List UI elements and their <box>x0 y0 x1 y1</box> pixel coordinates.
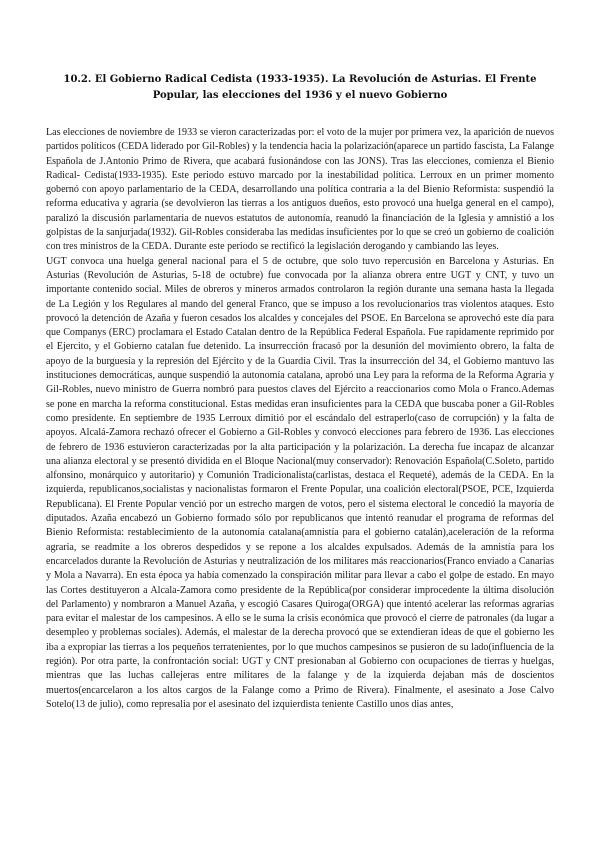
document-title: 10.2. El Gobierno Radical Cedista (1933-1935). La Revolución de Asturias. El Frente Popular, las elecciones del 1936 y el nuevo Gobierno <box>63 74 537 101</box>
document-body <box>46 126 554 712</box>
paragraph-bienio-radical-cedista: Las elecciones de noviembre de 1933 se vieron caracterizadas por: el voto de la mujer por primera vez, la aparición de nuevos partidos políticos (CEDA liderado por Gil-Robles) y la tendencia hacia la polarización(aparece un partido fascista, La Falange Española de J.Antonio Primo de Rivera, que acabará fusionándose con las JONS). Tras las elecciones, comienza el Bienio Radical- Cedista(1933-1935). Este periodo estuvo marcado por la inestabilidad política. Lerroux en un primer momento gobernó con apoyo parlamentario de la CEDA, desarrollando una política contraria a la del Bienio Reformista: suspendió la reforma educativa y agraria (se devolvieron las tierras a los antiguos dueños, esto provocó una huelga general en el campo), paralizó la discusión parlamentaria de nuevos estatutos de autonomía, reanudó la financiación de la Iglesia y amnistió a los golpistas de la sanjurjada(1932). Gil-Robles consideraba las medidas insuficientes por lo que se creó un gobierno de coalición con tres ministros de la CEDA. Durante este periodo se rectificó la legislación derogando y cambiando las leyes. <box>46 127 554 253</box>
paragraph-revolucion-frente-popular: UGT convoca una huelga general nacional para el 5 de octubre, que solo tuvo repercusión en Barcelona y Asturias. En Asturias (Revolución de Asturias, 5-18 de octubre) fue convocada por la alianza obrera entre UGT y CNT, y tuvo un importante contenido social. Miles de obreros y mineros armados controlaron la región durante una semana hasta la llegada de La Legión y los Regulares al mando del general Franco, que se impuso a los revolucionarios tras violentos ataques. Esto provocó la detención de Azaña y fueron cesados los alcaldes y concejales del PSOE. En Barcelona se aprovechó este día para que Companys (ERC) proclamara el Estado Catalan dentro de la República Federal Española. Fue rapidamente reprimido por el Ejercito, y el Gobierno catalan fue detenido. La insurrección fracasó por la desunión del movimiento obrero, la falta de apoyo de la burguesía y la represión del Ejército y de la Guardia Civil. Tras la insurrección del 34, el Gobierno mantuvo las instituciones democráticas, aunque suspendió la autonomía catalana, aprobó una Ley para la reforma de la Reforma Agraria y Gil-Robles, nuevo ministro de Guerra nombró para puestos claves del Ejército a reaccionarios como Mola o Franco.Ademas se pone en marcha la reforma constitucional. Estas medidas eran insuficientes para la CEDA que buscaba poner a Gil-Robles como presidente. En septiembre de 1935 Lerroux dimitió por el escándalo del estraperlo(caso de corrupción) y la falta de apoyos. Alcalá-Zamora rechazó ofrecer el Gobierno a Gil-Robles y convocó elecciones para febrero de 1936. Las elecciones de febrero de 1936 estuvieron caracterizadas por la alta participación y la polarización. La derecha fue incapaz de alcanzar una alianza electoral y se presentó dividida en el Bloque Nacional(muy conservador): Renovación Española(C.Soleto, partido alfonsino, monárquico y autoritario) y Comunión Tradicionalista(carlistas, destaca el Requeté), además de la CEDA. En la izquierda, republicanos,socialistas y nacionalistas formaron el Frente Popular, una coalición electoral(PSOE, PCE, Izquierda Republicana). El Frente Popular venció por un estrecho margen de votos, pero el sistema electoral le concedió la mayoría de diputados. Azaña encabezó un Gobierno formado sólo por republicanos que intentó reanudar el programa de reformas del Bienio Reformista: restablecimiento de la autonomía catalana(amnistía para el gobierno catalán),aceleración de la reforma agraria, se readmite a los obreros despedidos y se repone a los alcaldes expulsados. Además de la amnistía para los encarcelados durante la Revolución de Asturias y neutralización de los militares más reaccionarios(Franco enviado a Canarias y Mola a Navarra). En esta época ya había comenzado la conspiración militar para llevar a cabo el golpe de estado. En mayo las Cortes destituyeron a Alcala-Zamora como presidente de la República(por considerar improcedente la última disolución del Parlamento) y nombraron a Manuel Azaña, y escogió Casares Quiroga(ORGA) que intentó acelerar las reformas agrarias para evitar el malestar de los campesinos. A ello se le suma la crisis económica que provocó el cierre de patronales (da lugar a desempleo y problemas sociales). Además, el malestar de la derecha provocó que se extendieran ideas de que el gobierno les iba a expropiar las tierras a los pequeños terratenientes, por lo que muchos campesinos se pusieron de su lado(influencia de la región). Por otra parte, la confrontación social: UGT y CNT presionaban al Gobierno con ocupaciones de tierras y huelgas, mientras que las luchas callejeras entre militares de la falange y de la izquierda dejaban más de doscientos muertos(encarcelaron a los altos cargos de la Falange como a Primo de Rivera). Finalmente, el asesinato a Jose Calvo Sotelo(13 de julio), como represalia por el asesinato del izquierdista teniente Castillo unos dias antes, <box>46 255 554 710</box>
